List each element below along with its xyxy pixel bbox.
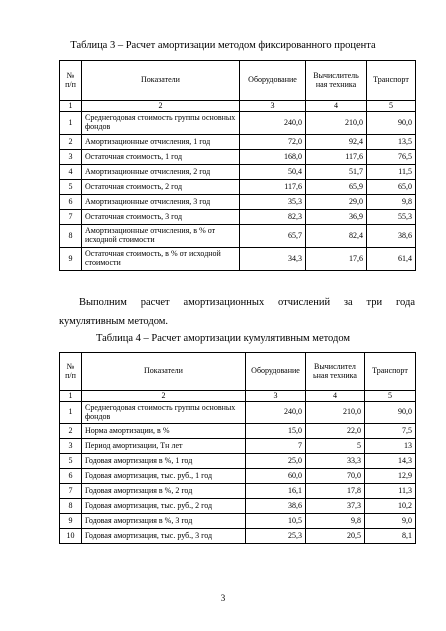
computers-value-cell: 17,6 (306, 248, 367, 271)
indicator-cell: Годовая амортизация в %, 1 год (82, 454, 246, 469)
computers-value-cell: 51,7 (306, 165, 367, 180)
table3-caption: Таблица 3 – Расчет амортизации методом фиксированного процента (70, 40, 376, 51)
computers-value-cell: 210,0 (306, 402, 365, 424)
table-row (60, 210, 416, 225)
numbering-cell: 3 (240, 101, 306, 112)
computers-value-cell: 36,9 (306, 210, 367, 225)
table4-caption: Таблица 4 – Расчет амортизации кумулятивным методом (95, 333, 351, 344)
indicator-cell: Остаточная стоимость, 2 год (82, 180, 240, 195)
row-number-cell: 3 (60, 439, 82, 454)
col-equipment-header: Оборудование (246, 353, 306, 391)
table-row (60, 484, 416, 499)
transport-value-cell: 13,5 (367, 135, 416, 150)
equipment-value-cell: 25,3 (246, 529, 306, 544)
numbering-cell: 5 (365, 391, 416, 402)
computers-value-cell: 17,8 (306, 484, 365, 499)
row-number-cell: 6 (60, 195, 82, 210)
table-row (60, 424, 416, 439)
equipment-value-cell: 82,3 (240, 210, 306, 225)
indicator-cell: Амортизационные отчисления, 3 год (82, 195, 240, 210)
indicator-cell: Годовая амортизация в %, 2 год (82, 484, 246, 499)
computers-value-cell: 65,9 (306, 180, 367, 195)
computers-value-cell: 70,0 (306, 469, 365, 484)
row-number-cell: 10 (60, 529, 82, 544)
table4-numbering-row (60, 391, 416, 402)
table4 (59, 352, 416, 544)
table-row (60, 195, 416, 210)
numbering-cell: 1 (60, 391, 82, 402)
computers-value-cell: 20,5 (306, 529, 365, 544)
transport-value-cell: 11,5 (367, 165, 416, 180)
indicator-cell: Остаточная стоимость, в % от исходной стоимости (82, 248, 240, 271)
table-row (60, 225, 416, 248)
row-number-cell: 4 (60, 165, 82, 180)
numbering-cell: 4 (306, 101, 367, 112)
computers-value-cell: 29,0 (306, 195, 367, 210)
table-row (60, 135, 416, 150)
indicator-cell: Годовая амортизация, тыс. руб., 1 год (82, 469, 246, 484)
transport-value-cell: 7,5 (365, 424, 416, 439)
table-row (60, 248, 416, 271)
computers-value-cell: 92,4 (306, 135, 367, 150)
transport-value-cell: 14,3 (365, 454, 416, 469)
transport-value-cell: 9,0 (365, 514, 416, 529)
col-computers-header: Вычислитель ная техника (306, 61, 367, 101)
transport-value-cell: 13 (365, 439, 416, 454)
table3-numbering-row (60, 101, 416, 112)
indicator-cell: Остаточная стоимость, 3 год (82, 210, 240, 225)
equipment-value-cell: 10,5 (246, 514, 306, 529)
row-number-cell: 6 (60, 469, 82, 484)
equipment-value-cell: 168,0 (240, 150, 306, 165)
row-number-cell: 8 (60, 225, 82, 248)
computers-value-cell: 33,3 (306, 454, 365, 469)
col-transport-header: Транспорт (365, 353, 416, 391)
table3 (59, 60, 416, 271)
row-number-cell: 2 (60, 135, 82, 150)
indicator-cell: Амортизационные отчисления, 1 год (82, 135, 240, 150)
equipment-value-cell: 15,0 (246, 424, 306, 439)
equipment-value-cell: 38,6 (246, 499, 306, 514)
equipment-value-cell: 117,6 (240, 180, 306, 195)
row-number-cell: 1 (60, 402, 82, 424)
col-indicator-header: Показатели (82, 353, 246, 391)
equipment-value-cell: 240,0 (240, 112, 306, 135)
col-equipment-header: Оборудование (240, 61, 306, 101)
row-number-cell: 3 (60, 150, 82, 165)
numbering-cell: 4 (306, 391, 365, 402)
equipment-value-cell: 65,7 (240, 225, 306, 248)
table-row (60, 469, 416, 484)
equipment-value-cell: 35,3 (240, 195, 306, 210)
indicator-cell: Среднегодовая стоимость группы основных фондов (82, 112, 240, 135)
indicator-cell: Годовая амортизация, тыс. руб., 3 год (82, 529, 246, 544)
computers-value-cell: 22,0 (306, 424, 365, 439)
computers-value-cell: 37,3 (306, 499, 365, 514)
indicator-cell: Амортизационные отчисления, 2 год (82, 165, 240, 180)
numbering-cell: 5 (367, 101, 416, 112)
paragraph-line-2: кумулятивным методом. (59, 316, 169, 327)
computers-value-cell: 9,8 (306, 514, 365, 529)
row-number-cell: 7 (60, 484, 82, 499)
equipment-value-cell: 34,3 (240, 248, 306, 271)
table-row (60, 150, 416, 165)
table-row (60, 454, 416, 469)
numbering-cell: 3 (246, 391, 306, 402)
numbering-cell: 2 (82, 391, 246, 402)
indicator-cell: Среднегодовая стоимость группы основных фондов (82, 402, 246, 424)
indicator-cell: Амортизационные отчисления, в % от исходной стоимости (82, 225, 240, 248)
table-row (60, 112, 416, 135)
numbering-cell: 2 (82, 101, 240, 112)
col-computers-header: Вычислител ьная техника (306, 353, 365, 391)
transport-value-cell: 8,1 (365, 529, 416, 544)
equipment-value-cell: 60,0 (246, 469, 306, 484)
transport-value-cell: 12,9 (365, 469, 416, 484)
equipment-value-cell: 25,0 (246, 454, 306, 469)
transport-value-cell: 90,0 (365, 402, 416, 424)
row-number-cell: 2 (60, 424, 82, 439)
col-number-header: № п/п (60, 353, 82, 391)
indicator-cell: Годовая амортизация, тыс. руб., 2 год (82, 499, 246, 514)
col-indicator-header: Показатели (82, 61, 240, 101)
row-number-cell: 8 (60, 499, 82, 514)
transport-value-cell: 61,4 (367, 248, 416, 271)
equipment-value-cell: 7 (246, 439, 306, 454)
computers-value-cell: 117,6 (306, 150, 367, 165)
equipment-value-cell: 240,0 (246, 402, 306, 424)
computers-value-cell: 210,0 (306, 112, 367, 135)
transport-value-cell: 11,3 (365, 484, 416, 499)
table-row (60, 439, 416, 454)
computers-value-cell: 5 (306, 439, 365, 454)
table-row (60, 165, 416, 180)
row-number-cell: 5 (60, 180, 82, 195)
table-row (60, 402, 416, 424)
page-number: 3 (220, 593, 226, 603)
equipment-value-cell: 72,0 (240, 135, 306, 150)
paragraph (59, 293, 415, 331)
equipment-value-cell: 16,1 (246, 484, 306, 499)
col-transport-header: Транспорт (367, 61, 416, 101)
table-row (60, 514, 416, 529)
numbering-cell: 1 (60, 101, 82, 112)
indicator-cell: Норма амортизации, в % (82, 424, 246, 439)
indicator-cell: Годовая амортизация в %, 3 год (82, 514, 246, 529)
transport-value-cell: 55,3 (367, 210, 416, 225)
transport-value-cell: 10,2 (365, 499, 416, 514)
paragraph-line-1: Выполним расчет амортизационных отчислений за три года (79, 297, 415, 308)
transport-value-cell: 38,6 (367, 225, 416, 248)
row-number-cell: 5 (60, 454, 82, 469)
table-row (60, 180, 416, 195)
row-number-cell: 9 (60, 248, 82, 271)
indicator-cell: Остаточная стоимость, 1 год (82, 150, 240, 165)
col-number-header: № п/п (60, 61, 82, 101)
computers-value-cell: 82,4 (306, 225, 367, 248)
transport-value-cell: 65,0 (367, 180, 416, 195)
transport-value-cell: 9,8 (367, 195, 416, 210)
table4-header-row (60, 353, 416, 391)
transport-value-cell: 90,0 (367, 112, 416, 135)
table-row (60, 499, 416, 514)
row-number-cell: 7 (60, 210, 82, 225)
transport-value-cell: 76,5 (367, 150, 416, 165)
table3-header-row (60, 61, 416, 101)
row-number-cell: 9 (60, 514, 82, 529)
row-number-cell: 1 (60, 112, 82, 135)
equipment-value-cell: 50,4 (240, 165, 306, 180)
indicator-cell: Период амортизации, Тн лет (82, 439, 246, 454)
table-row (60, 529, 416, 544)
